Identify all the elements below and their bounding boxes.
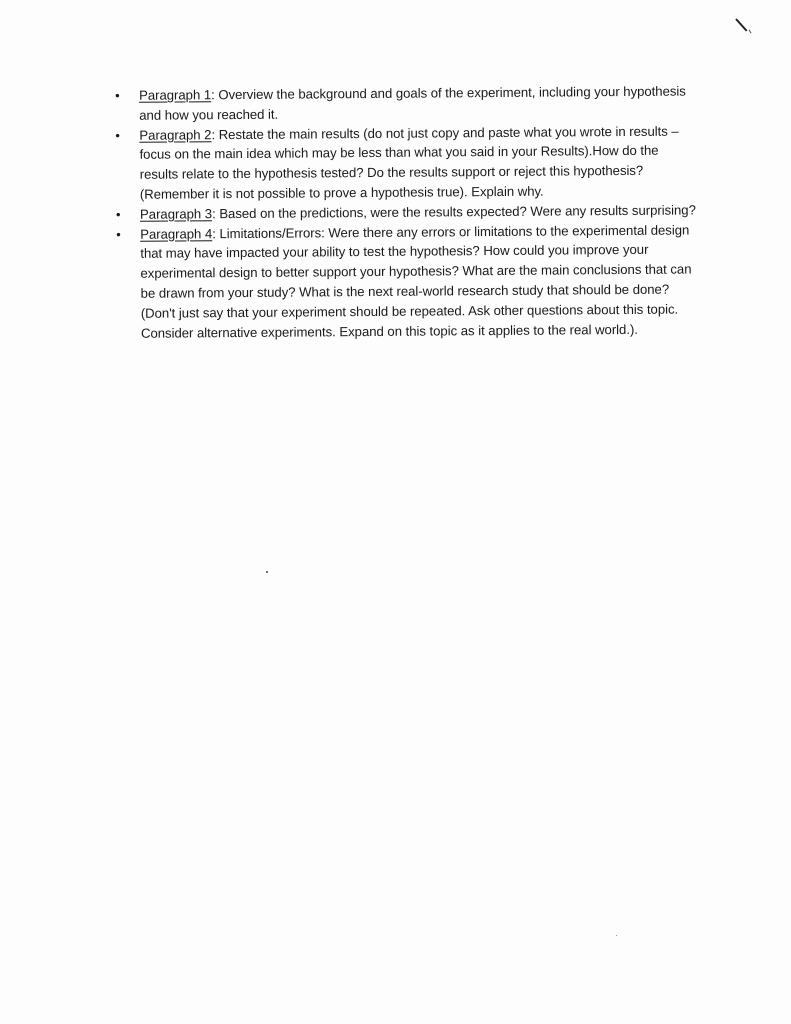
- paragraph-description: : Overview the background and goals of the experiment, including your hypothesis and how you reached it.: [139, 83, 686, 123]
- pen-mark: [735, 18, 747, 31]
- paragraph-label: Paragraph 1: [139, 87, 212, 103]
- paragraph-description: : Restate the main results (do not just copy and paste what you wrote in results – focus on the main idea which may be less than what you said in your Results).How do the results relate to the hypothesis tested? Do the results support or reject this hypothesis? (Remember it is not possible to prove a hypothesis true). Explain why.: [139, 123, 679, 202]
- bullet-icon: •: [115, 206, 121, 222]
- list-item-paragraph-1: [115, 81, 697, 125]
- paragraph-description: : Based on the predictions, were the results expected? Were any results surprising?: [211, 202, 696, 222]
- paragraph-label: Paragraph 4: [140, 225, 213, 242]
- pen-mark-tail: [749, 30, 752, 34]
- paragraph-label: Paragraph 3: [139, 206, 213, 222]
- paragraph-label: Paragraph 2: [139, 126, 212, 143]
- bullet-icon: •: [115, 127, 120, 143]
- scan-speck: [266, 571, 268, 573]
- instructions-list: [115, 81, 699, 343]
- list-item-paragraph-2: [115, 121, 698, 205]
- bullet-icon: •: [116, 226, 121, 242]
- list-item-paragraph-4: [116, 220, 699, 343]
- scan-speck: [616, 935, 617, 936]
- paragraph-description: : Limitations/Errors: Were there any errors or limitations to the experimental design that may have impacted your ability to test the hypothesis? How could you improve your experimental design to better support your hypothesis? What are the main conclusions that can be drawn from your study? What is the next real-world research study that should be done? (Don't just say that your experiment should be repeated. Ask other questions about this topic. Consider alternative experiments. Expand on this topic as it applies to the real world.).: [140, 222, 692, 341]
- bullet-icon: •: [115, 87, 120, 103]
